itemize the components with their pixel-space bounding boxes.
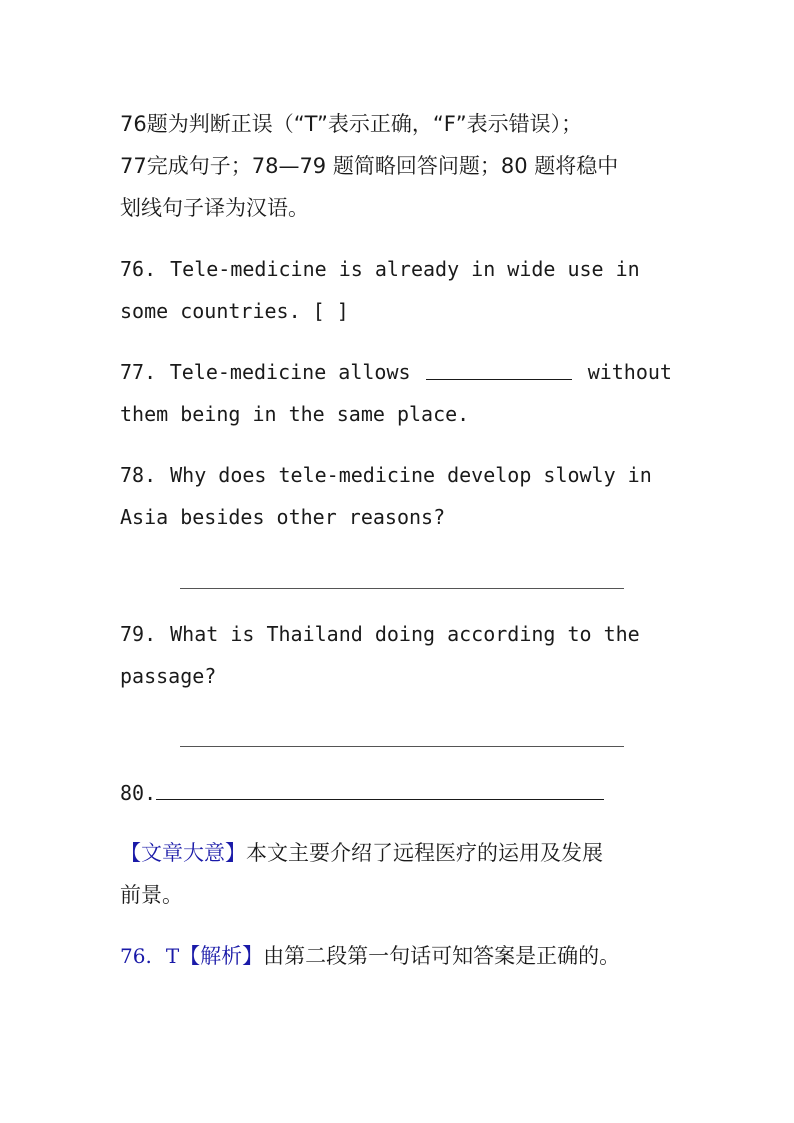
question-78-text: Why does tele-medicine develop slowly in <box>170 463 652 487</box>
question-80-number: 80. <box>120 781 157 805</box>
question-76-line-1 <box>120 254 672 284</box>
answer-76-value: T <box>165 944 180 968</box>
question-80-line <box>120 777 606 807</box>
summary-line-1 <box>120 838 603 868</box>
question-79-answer-line[interactable] <box>180 746 624 747</box>
question-77-blank[interactable] <box>426 357 572 380</box>
question-77-text-after: without <box>587 360 672 384</box>
question-80-blank[interactable] <box>156 777 604 800</box>
question-79-line-1 <box>120 619 672 649</box>
question-76-number: 76. <box>120 257 157 281</box>
instructions-line-3: 划线句子译为汉语。 <box>120 196 309 220</box>
question-77-number: 77. <box>120 360 157 384</box>
question-78-answer-line[interactable] <box>180 588 624 589</box>
answer-76-number: 76. <box>120 944 152 968</box>
question-79-number: 79. <box>120 622 157 646</box>
answer-76-line <box>120 941 620 971</box>
instructions-line-1: 76题为判断正误（“T”表示正确，“F”表示错误）； <box>120 112 583 136</box>
question-78-line-2: Asia besides other reasons? <box>120 505 446 529</box>
question-76-text-cont: some countries. <box>120 299 301 323</box>
question-77-text: Tele-medicine allows <box>169 360 411 384</box>
question-76-line-2 <box>120 296 349 326</box>
question-79-line-2: passage? <box>120 664 217 688</box>
question-79-text: What is Thailand doing according to the <box>170 622 640 646</box>
summary-line-2: 前景。 <box>120 883 183 907</box>
instructions-line-2: 77完成句子；78—79 题简略回答问题；80 题将稳中 <box>120 154 619 178</box>
summary-text: 本文主要介绍了远程医疗的运用及发展 <box>246 841 603 865</box>
answer-76-label: 【解析】 <box>179 944 264 968</box>
question-76-text: Tele-medicine is already in wide use in <box>170 257 640 281</box>
question-78-number: 78. <box>120 463 157 487</box>
answer-76-explanation: 由第二段第一句话可知答案是正确的。 <box>263 944 621 968</box>
question-76-answer-bracket[interactable]: [ ] <box>312 299 349 323</box>
question-77-line-1 <box>120 357 672 387</box>
question-78-line-1 <box>120 460 672 490</box>
question-77-line-2: them being in the same place. <box>120 402 470 426</box>
summary-label: 【文章大意】 <box>120 841 246 865</box>
